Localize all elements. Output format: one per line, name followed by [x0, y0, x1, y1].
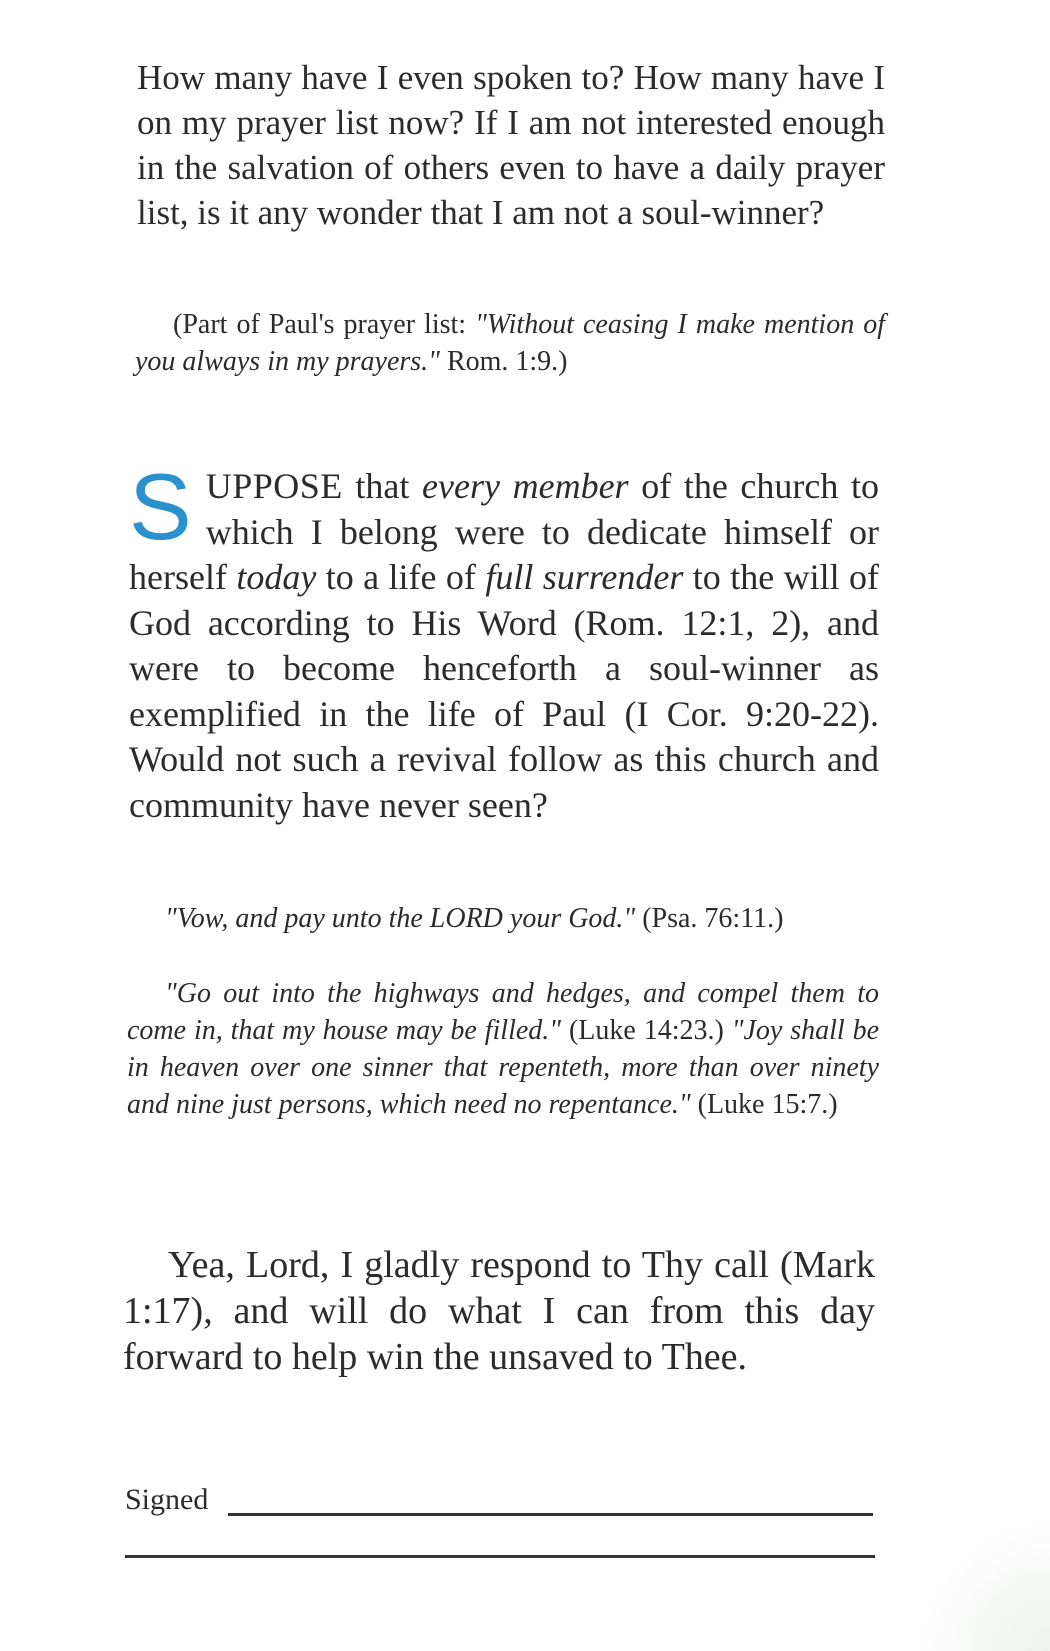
lead-word: UPPOSE	[205, 466, 343, 506]
paragraph-text-segment: to the will of God according to His Word (Rom. 12:1, 2), and were to become henceforth a soul-winner as exemplified in the life of Paul (I Cor. 9:20-22). Would not such a revival follow as this church and community have never seen?	[129, 557, 879, 825]
paragraph-text-segment: that	[342, 466, 423, 506]
paragraph-suppose	[129, 454, 880, 828]
quote-scripture-text: "Without ceasing I make mention of you always in my prayers."	[135, 309, 885, 377]
signed-label: Signed	[125, 1483, 209, 1516]
emphasis-every-member: every member	[422, 466, 629, 506]
quote-reference: (Luke 14:23.)	[561, 1015, 732, 1046]
second-signature-line[interactable]	[125, 1555, 875, 1558]
quote-scripture-text: "Joy shall be in heaven over one sinner that repenteth, more than over ninety and nine just persons, which need no repentance."	[127, 1015, 879, 1120]
quote-reference: (Luke 15:7.)	[690, 1089, 838, 1120]
signature-line[interactable]	[228, 1513, 873, 1516]
quote-reference: (Psa. 76:11.)	[635, 903, 784, 934]
paragraph-text-segment: of the church to which I belong were to dedicate himself or herself	[129, 466, 880, 597]
drop-cap-letter: S	[129, 454, 192, 559]
quote-reference: Rom. 1:9.)	[439, 346, 568, 377]
signature-field[interactable]	[125, 1480, 875, 1520]
paragraph-response: Yea, Lord, I gladly respond to Thy call (Mark 1:17), and will do what I can from this day forward to help win the unsaved to Thee.	[123, 1244, 875, 1378]
quote-scripture-text: "Vow, and pay unto the LORD your God."	[165, 903, 636, 934]
paragraph-prayer-list: How many have I even spoken to? How many have I on my prayer list now? If I am not interested enough in the salvation of others even to have a daily prayer list, is it any wonder that I am not a soul-winner?	[137, 58, 885, 232]
page-corner-shading	[920, 1521, 1050, 1651]
quote-open-text: (Part of Paul's prayer list:	[173, 309, 476, 340]
quote-romans-1-9	[135, 306, 885, 380]
emphasis-full-surrender: full surrender	[485, 557, 684, 597]
paragraph-text-segment: to a life of	[316, 557, 486, 597]
quote-luke-14-15	[127, 975, 879, 1123]
emphasis-today: today	[236, 557, 317, 597]
quote-scripture-text: "Go out into the highways and hedges, and compel them to come in, that my house may be filled."	[127, 978, 879, 1046]
quote-psalm-76-11	[127, 900, 879, 937]
